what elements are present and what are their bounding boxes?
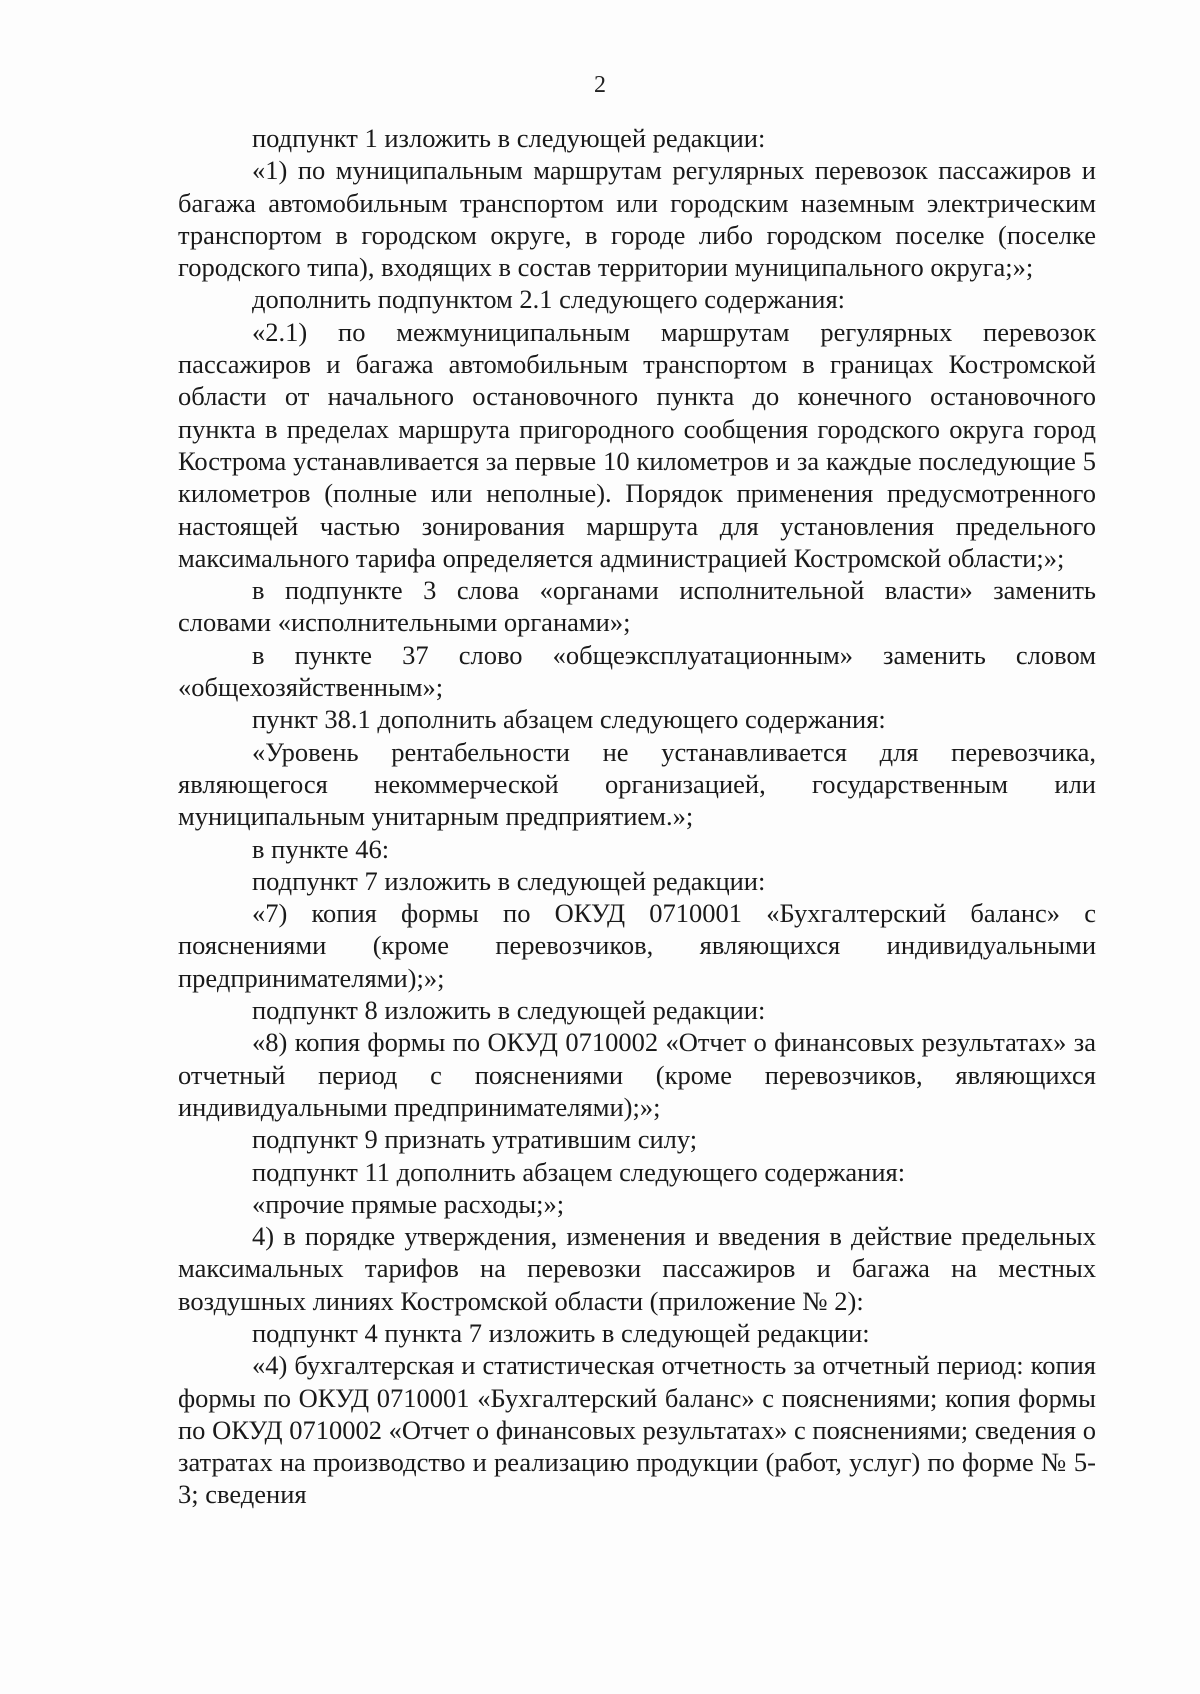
paragraph: подпункт 4 пункта 7 изложить в следующей редакции: [252, 1317, 870, 1348]
paragraph: подпункт 7 изложить в следующей редакции: [252, 865, 766, 896]
paragraph: «4) бухгалтерская и статистическая отчетность за отчетный период: копия формы по ОКУД 0710001 «Бухгалтерский баланс» с пояснениями; копия формы по ОКУД 0710002 «Отчет о финансовых результатах» с пояснениями; сведения о затратах на производство и реализацию продукции (работ, услуг) по форме № 5-3; сведения [178, 1350, 1096, 1510]
paragraph: подпункт 11 дополнить абзацем следующего содержания: [252, 1156, 906, 1187]
paragraph: подпункт 8 изложить в следующей редакции: [252, 995, 766, 1026]
paragraph: в подпункте 3 слова «органами исполнительной власти» заменить словами «исполнительными органами»; [178, 575, 1096, 638]
paragraph: в пункте 37 слово «общеэксплуатационным» заменить словом «общехозяйственным»; [178, 639, 1096, 703]
paragraph: «2.1) по межмуниципальным маршрутам регулярных перевозок пассажиров и багажа автомобильным транспортом в границах Костромской области от начального остановочного пункта до конечного остановочного пункта в пределах маршрута пригородного сообщения городского округа город Кострома устанавливается за первые 10 километров и за каждые последующие 5 километров (полные или неполные). Порядок применения предусмотренного настоящей частью зонирования маршрута для установления предельного максимального тарифа определяется администрацией Костромской области;»; [178, 316, 1096, 573]
paragraph: «Уровень рентабельности не устанавливается для перевозчика, являющегося некоммерческой организацией, государственным или муниципальным унитарным предприятием.»; [178, 736, 1096, 832]
document-body [178, 122, 1096, 1511]
paragraph: «8) копия формы по ОКУД 0710002 «Отчет о финансовых результатах» за отчетный период с пояснениями (кроме перевозчиков, являющихся индивидуальными предпринимателями);»; [178, 1027, 1096, 1122]
paragraph: подпункт 1 изложить в следующей редакции: [252, 123, 766, 153]
paragraph: пункт 38.1 дополнить абзацем следующего содержания: [252, 704, 886, 735]
paragraph: дополнить подпунктом 2.1 следующего содержания: [252, 284, 846, 315]
paragraph: «прочие прямые расходы;»; [252, 1188, 565, 1219]
paragraph: 4) в порядке утверждения, изменения и введения в действие предельных максимальных тарифов на перевозки пассажиров и багажа на местных воздушных линиях Костромской области (приложение № 2): [178, 1221, 1096, 1316]
page-number: 2 [594, 72, 606, 98]
paragraph: «7) копия формы по ОКУД 0710001 «Бухгалтерский баланс» с пояснениями (кроме перевозчиков, являющихся индивидуальными предпринимателями);»; [178, 898, 1096, 993]
paragraph: подпункт 9 признать утратившим силу; [252, 1124, 698, 1155]
paragraph: «1) по муниципальным маршрутам регулярных перевозок пассажиров и багажа автомобильным транспортом или городским наземным электрическим транспортом в городском округе, в городе либо городском поселке (поселке городского типа), входящих в состав территории муниципального округа;»; [178, 155, 1096, 283]
paragraph: в пункте 46: [252, 833, 390, 864]
